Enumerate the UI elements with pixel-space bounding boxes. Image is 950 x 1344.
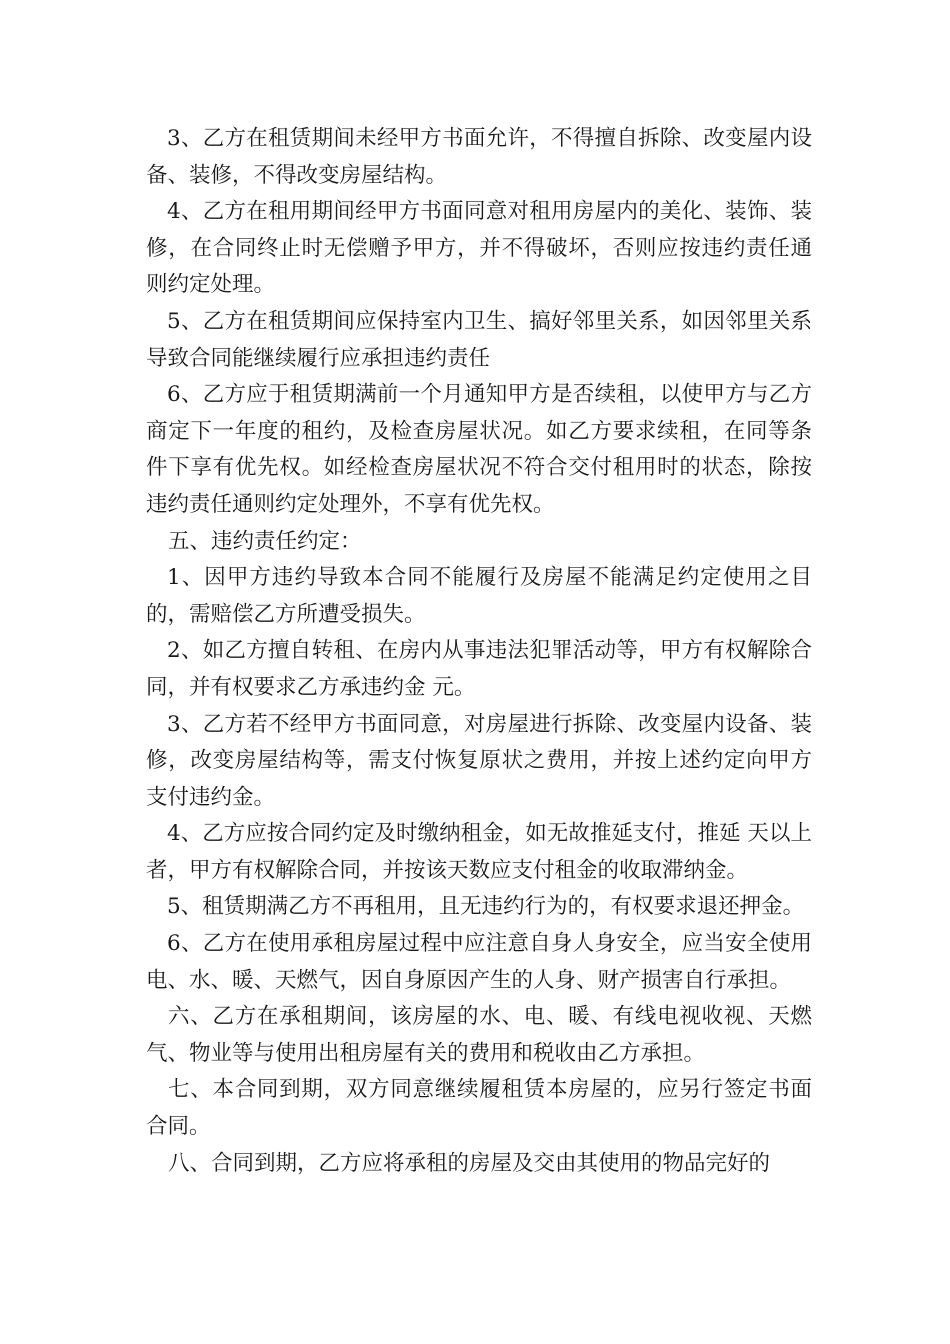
clause-5-1: 1、因甲方违约导致本合同不能履行及房屋不能满足约定使用之目的，需赔偿乙方所遭受损失。 [146,565,812,627]
clause-4-4: 4、乙方在租用期间经甲方书面同意对租用房屋内的美化、装饰、装修，在合同终止时无偿赠予甲方，并不得破坏，否则应按违约责任通则约定处理。 [146,199,812,298]
section-5-heading: 五、违约责任约定： [168,528,362,554]
document-body [146,121,812,1182]
clause-5-6: 6、乙方在使用承租房屋过程中应注意自身人身安全，应当安全使用电、水、暖、天燃气，因自身原因产生的人身、财产损害自行承担。 [146,931,812,993]
clause-5-5: 5、租赁期满乙方不再租用，且无违约行为的，有权要求退还押金。 [167,894,805,920]
section-7: 七、本合同到期，双方同意继续履租赁本房屋的，应另行签定书面合同。 [146,1077,812,1140]
clause-5-4: 4、乙方应按合同约定及时缴纳租金，如无故推延支付，推延 天以上者，甲方有权解除合同，并按该天数应支付租金的收取滞纳金。 [146,821,812,883]
section-8: 八、合同到期，乙方应将承租的房屋及交由其使用的物品完好的 [168,1150,771,1176]
section-6: 六、乙方在承租期间，该房屋的水、电、暖、有线电视收视、天燃气、物业等与使用出租房屋有关的费用和税收由乙方承担。 [146,1004,812,1066]
clause-5-2: 2、如乙方擅自转租、在房内从事违法犯罪活动等，甲方有权解除合同，并有权要求乙方承违约金 元。 [146,638,812,700]
clause-5-3: 3、乙方若不经甲方书面同意，对房屋进行拆除、改变屋内设备、装修，改变房屋结构等，需支付恢复原状之费用，并按上述约定向甲方支付违约金。 [146,711,812,810]
clause-4-6: 6、乙方应于租赁期满前一个月通知甲方是否续租，以使甲方与乙方商定下一年度的租约，及检查房屋状况。如乙方要求续租，在同等条件下享有优先权。如经检查房屋状况不符合交付租用时的状态，除按违约责任通则约定处理外，不享有优先权。 [146,382,812,517]
clause-4-3: 3、乙方在租赁期间未经甲方书面允许，不得擅自拆除、改变屋内设备、装修，不得改变房屋结构。 [146,126,812,188]
clause-4-5: 5、乙方在租赁期间应保持室内卫生、搞好邻里关系，如因邻里关系导致合同能继续履行应承担违约责任 [146,308,812,371]
